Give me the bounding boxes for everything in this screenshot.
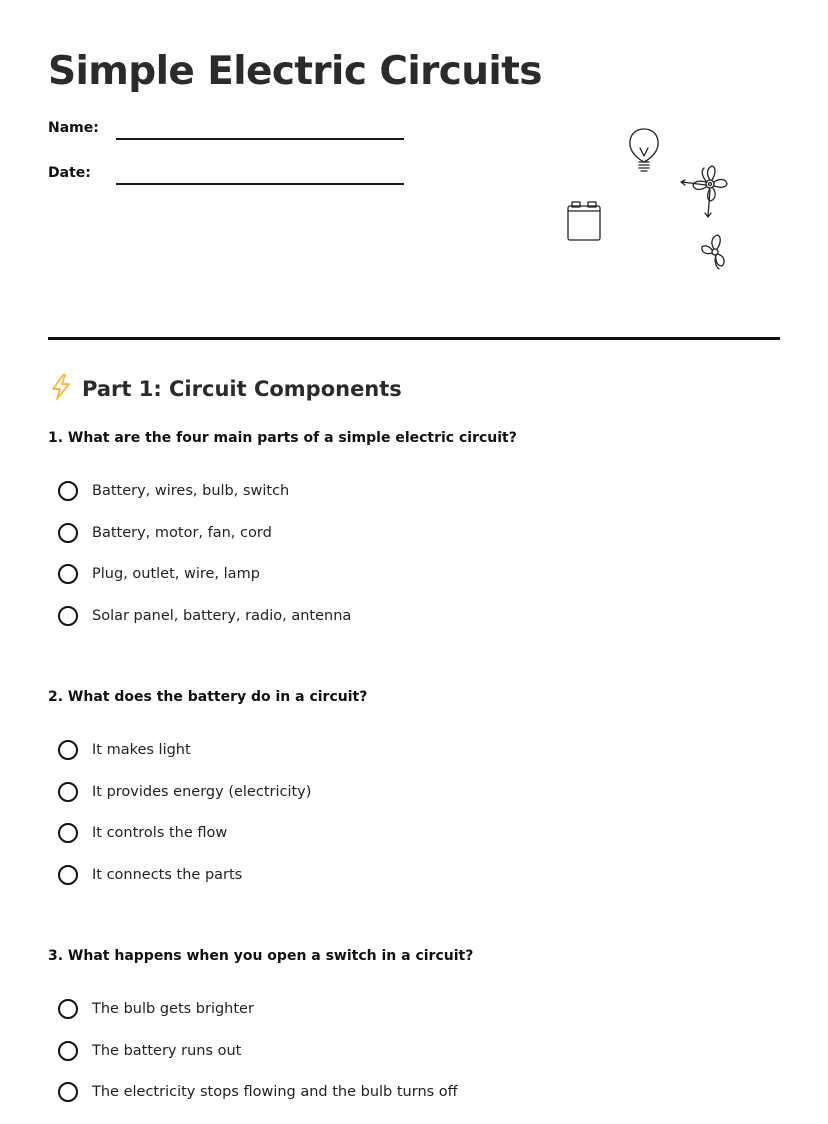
option[interactable]	[58, 481, 351, 523]
radio-button[interactable]	[58, 865, 78, 885]
radio-button[interactable]	[58, 823, 78, 843]
small-fan-icon	[702, 235, 724, 269]
date-field	[48, 163, 408, 187]
option-label: It makes light	[92, 742, 191, 758]
option-label: The battery runs out	[92, 1042, 242, 1059]
option-label: The electricity stops flowing and the bulb turns off	[92, 1084, 458, 1100]
option[interactable]	[58, 564, 351, 606]
option-label: It controls the flow	[92, 825, 228, 841]
question-1-text: 1. What are the four main parts of a simple electric circuit?	[48, 430, 517, 446]
fan-icon	[681, 166, 727, 217]
date-answer-line[interactable]	[116, 183, 404, 185]
radio-button[interactable]	[58, 481, 78, 501]
option-label: Battery, motor, fan, cord	[92, 524, 272, 541]
radio-button[interactable]	[58, 740, 78, 760]
part1-heading	[48, 374, 402, 404]
radio-button[interactable]	[58, 523, 78, 543]
question-3-text: 3. What happens when you open a switch in a circuit?	[48, 948, 474, 964]
radio-button[interactable]	[58, 1041, 78, 1061]
option[interactable]	[58, 782, 311, 824]
page-title: Simple Electric Circuits	[48, 49, 542, 94]
question-3-options	[58, 999, 458, 1124]
name-field	[48, 118, 408, 142]
option-label: The bulb gets brighter	[92, 1001, 254, 1017]
battery-icon	[568, 202, 600, 240]
light-bulb-icon	[630, 129, 658, 171]
option[interactable]	[58, 823, 311, 865]
name-answer-line[interactable]	[116, 138, 404, 140]
option-label: Battery, wires, bulb, switch	[92, 483, 290, 499]
question-2-options	[58, 740, 311, 906]
part1-heading-text: Part 1: Circuit Components	[82, 377, 402, 401]
question-1	[48, 428, 788, 624]
radio-button[interactable]	[58, 999, 78, 1019]
circuit-illustration	[560, 124, 740, 274]
option-label: It provides energy (electricity)	[92, 783, 312, 800]
date-label: Date:	[48, 165, 91, 181]
question-2-text: 2. What does the battery do in a circuit?	[48, 689, 368, 705]
option[interactable]	[58, 865, 311, 907]
question-1-options	[58, 481, 351, 647]
option[interactable]	[58, 606, 351, 648]
question-3	[48, 946, 788, 1100]
question-2	[48, 687, 788, 883]
lightning-bolt-icon	[48, 374, 74, 400]
option[interactable]	[58, 1082, 458, 1124]
radio-button[interactable]	[58, 782, 78, 802]
radio-button[interactable]	[58, 1082, 78, 1102]
option-label: Solar panel, battery, radio, antenna	[92, 607, 352, 624]
option[interactable]	[58, 740, 311, 782]
radio-button[interactable]	[58, 606, 78, 626]
option[interactable]	[58, 523, 351, 565]
option[interactable]	[58, 1041, 458, 1083]
option-label: It connects the parts	[92, 866, 243, 883]
radio-button[interactable]	[58, 564, 78, 584]
option-label: Plug, outlet, wire, lamp	[92, 566, 260, 582]
section-divider	[48, 337, 780, 340]
option[interactable]	[58, 999, 458, 1041]
name-label: Name:	[48, 120, 99, 136]
